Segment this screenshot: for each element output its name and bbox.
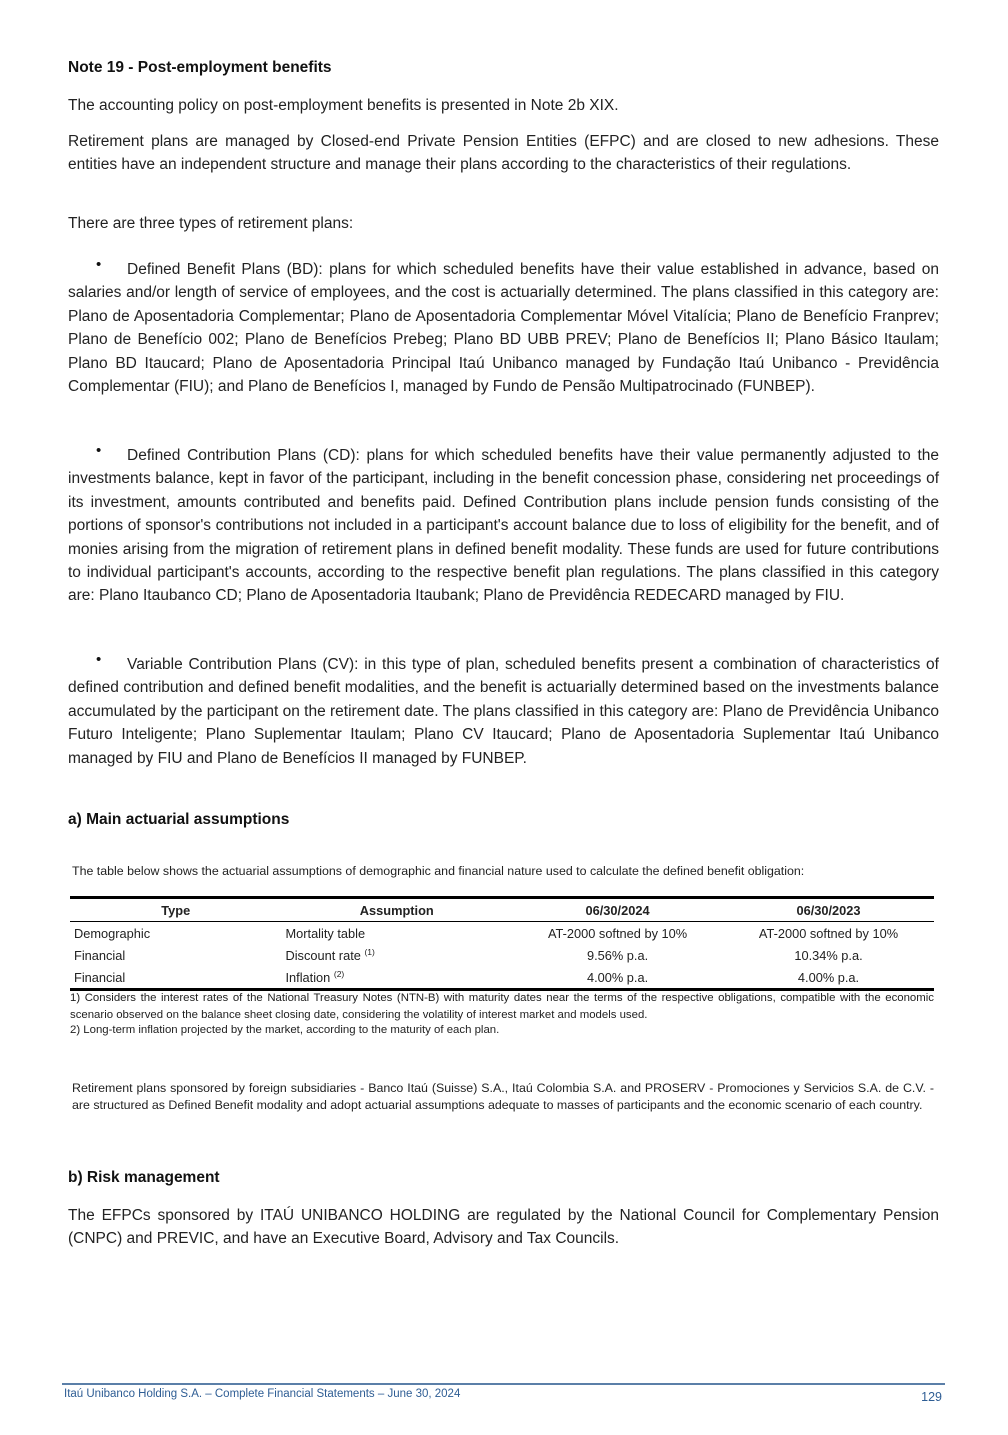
table-row xyxy=(70,944,934,966)
footer-divider xyxy=(62,1383,945,1385)
cell-2023: 4.00% p.a. xyxy=(723,966,934,990)
header-assumption: Assumption xyxy=(281,898,512,922)
header-type: Type xyxy=(70,898,281,922)
bullet-defined-contribution: Defined Contribution Plans (CD): plans for which scheduled benefits have their value permanently adjusted to the investments balance, kept in favor of the participant, including in the benefit concession phase, considering net proceedings of its investment, amounts contributed and benefits paid. Defined Contribution plans include pension funds consisting of the portions of sponsor's contributions not included in a participant's account balance due to loss of eligibility for the benefit, and of monies arising from the migration of retirement plans in defined benefit modality. These funds are used for future contributions to individual participant's accounts, according to the respective benefit plan regulations. The plans classified in this category are: Plano Itaubanco CD; Plano de Aposentadoria Itaubank; Plano de Previdência REDECARD managed by FIU. xyxy=(68,447,939,605)
assumption-label: Mortality table xyxy=(285,926,366,941)
table-intro: The table below shows the actuarial assumptions of demographic and financial nature used to calculate the defined benefit obligation: xyxy=(72,864,805,878)
foreign-subsidiaries-paragraph: Retirement plans sponsored by foreign subsidiaries - Banco Itaú (Suisse) S.A., Itaú Colombia S.A. and PROSERV - Promociones y Servicios S.A. de C.V. - are structured as Defined Benefit modality and adopt actuarial assumptions adequate to masses of participants and the economic scenario of each country. xyxy=(72,1081,934,1112)
section-b-title: b) Risk management xyxy=(68,1169,220,1186)
footnote-1: 1) Considers the interest rates of the National Treasury Notes (NTN-B) with maturity dates near the terms of the respective obligations, compatible with the economic scenario observed on the balance sheet closing date, considering the volatility of interest market and models used. xyxy=(70,992,934,1021)
header-2024: 06/30/2024 xyxy=(512,898,723,922)
cell-2023: 10.34% p.a. xyxy=(794,947,863,963)
intro-paragraph: The accounting policy on post-employment benefits is presented in Note 2b XIX. xyxy=(68,97,619,114)
footer-company-text: Itaú Unibanco Holding S.A. – Complete Financial Statements – June 30, 2024 xyxy=(64,1388,461,1400)
cell-2024: 9.56% p.a. xyxy=(586,947,649,963)
cell-type: Financial xyxy=(74,947,126,963)
bullet-variable-contribution: Variable Contribution Plans (CV): in this type of plan, scheduled benefits present a combination of characteristics of defined contribution and defined benefit modalities, and the benefit is actuarially determined based on the investments balance accumulated by the participant on the retirement date. The plans classified in this category are: Plano de Previdência Unibanco Futuro Inteligente; Plano Suplementar Itaulam; Plano CV Itaucard; Plano de Aposentadoria Suplementar Itaú Unibanco managed by FIU and Plano de Benefícios II managed by FUNBEP. xyxy=(68,656,939,767)
footnote-2: 2) Long-term inflation projected by the market, according to the maturity of each plan. xyxy=(70,1024,500,1036)
assumption-label: Discount rate xyxy=(285,948,361,963)
page-number: 129 xyxy=(921,1390,942,1404)
cell-assumption xyxy=(281,966,512,990)
cell-assumption xyxy=(281,922,512,945)
cell-type: Demographic xyxy=(74,925,151,941)
header-2023: 06/30/2023 xyxy=(723,898,934,922)
bullet-icon: • xyxy=(96,651,102,668)
table-row xyxy=(70,966,934,990)
plan-types-intro: There are three types of retirement plans: xyxy=(68,215,354,232)
note-title: Note 19 - Post-employment benefits xyxy=(68,59,332,76)
risk-management-paragraph: The EFPCs sponsored by ITAÚ UNIBANCO HOLDING are regulated by the National Council for Complementary Pension (CNPC) and PREVIC, and have an Executive Board, Advisory and Tax Councils. xyxy=(68,1207,939,1247)
table-row xyxy=(70,922,934,945)
cell-2024: 4.00% p.a. xyxy=(512,966,723,990)
assumption-label: Inflation xyxy=(285,970,331,985)
bullet-defined-benefit: Defined Benefit Plans (BD): plans for which scheduled benefits have their value established in advance, based on salaries and/or length of service of employees, and the cost is actuarially determined. The plans classified in this category are: Plano de Aposentadoria Complementar; Plano de Aposentadoria Complementar Móvel Vitalícia; Plano de Benefício Franprev; Plano de Benefício 002; Plano de Benefícios Prebeg; Plano BD UBB PREV; Plano de Benefícios II; Plano Básico Itaulam; Plano BD Itaucard; Plano de Aposentadoria Principal Itaú Unibanco managed by Fundação Itaú Unibanco - Previdência Complementar (FIU); and Plano de Benefícios I, managed by Fundo de Pensão Multipatrocinado (FUNBEP). xyxy=(68,261,939,396)
footnote-ref: (1) xyxy=(364,947,375,957)
actuarial-assumptions-table xyxy=(70,896,934,991)
retirement-plans-paragraph: Retirement plans are managed by Closed-end Private Pension Entities (EFPC) and are closed to new adhesions. These entities have an independent structure and manage their plans according to the characteristics of their regulations. xyxy=(68,133,939,173)
cell-type: Financial xyxy=(70,966,281,990)
cell-2023: AT-2000 softned by 10% xyxy=(758,925,899,941)
bullet-icon: • xyxy=(96,442,102,459)
bullet-icon: • xyxy=(96,256,102,273)
section-a-title: a) Main actuarial assumptions xyxy=(68,811,290,828)
table-header-row xyxy=(70,898,934,922)
cell-2024: AT-2000 softned by 10% xyxy=(547,925,688,941)
cell-assumption xyxy=(281,944,512,966)
footnote-ref: (2) xyxy=(333,969,345,979)
